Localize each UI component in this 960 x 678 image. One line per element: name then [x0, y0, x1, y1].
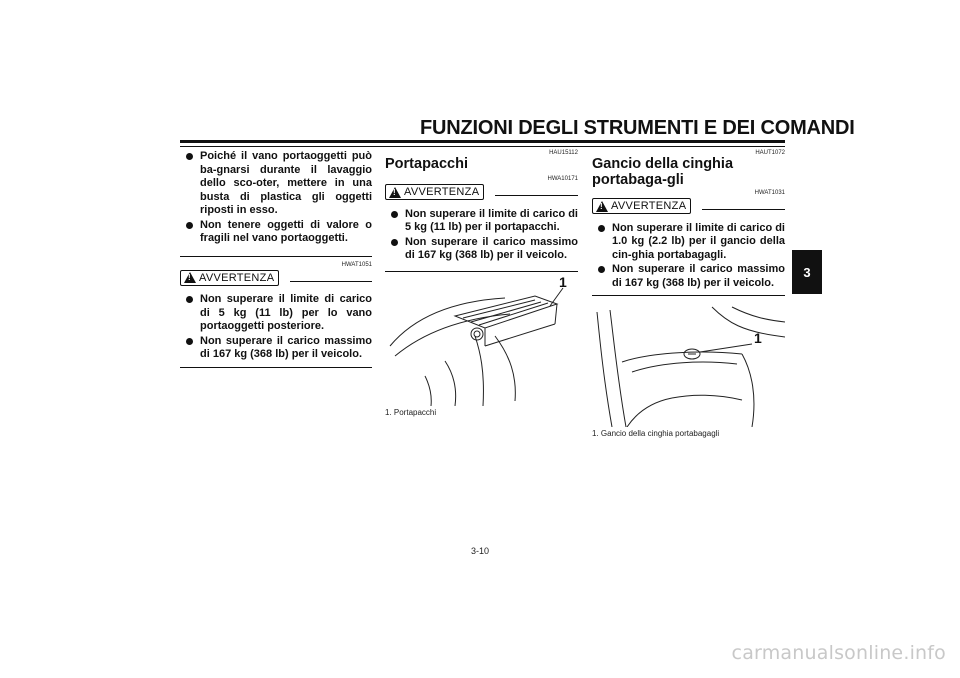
warning-block	[180, 270, 372, 289]
warning-rule	[495, 195, 578, 196]
column-1	[180, 150, 372, 368]
bullet-icon	[186, 222, 193, 229]
warning-code: HWAT1051	[341, 261, 372, 268]
warning-list	[385, 208, 578, 263]
figure-caption: 1. Gancio della cinghia portabagagli	[592, 429, 720, 438]
column-3	[592, 150, 785, 438]
figure-callout: 1	[559, 273, 567, 290]
figure-callout: 1	[754, 330, 762, 346]
warning-rule	[702, 209, 785, 210]
warning-code: HWA10171	[547, 176, 578, 182]
list-item: Non superare il carico massimo di 167 kg (368 lb) per il veicolo.	[385, 236, 578, 263]
warning-code: HWAT1031	[754, 190, 785, 196]
warning-block	[385, 184, 578, 203]
bullet-icon	[186, 338, 193, 345]
list-item: Poiché il vano portaoggetti può ba-gnarsi durante il lavaggio dello sco-oter, mettere in una busta di plastica gli oggetti riposti in esso.	[180, 150, 372, 218]
warning-block	[592, 198, 785, 217]
bullet-icon	[598, 225, 605, 232]
bullet-icon	[186, 153, 193, 160]
warning-badge: ! AVVERTENZA	[180, 270, 279, 286]
section-code: HAU15112	[549, 150, 578, 156]
warning-end-rule	[385, 271, 578, 272]
list-item: Non superare il limite di carico di 5 kg (11 lb) per il portapacchi.	[385, 208, 578, 235]
figure-gancio	[592, 302, 785, 427]
column-2	[385, 150, 578, 417]
list-item: Non superare il limite di carico di 5 kg (11 lb) per lo vano portaoggetti posteriore.	[180, 293, 372, 334]
list-item: Non superare il carico massimo di 167 kg (368 lb) per il veicolo.	[592, 263, 785, 290]
section-code: HAUT1072	[755, 150, 785, 156]
bullet-icon	[598, 266, 605, 273]
warning-list	[180, 293, 372, 362]
storage-notes-list	[180, 150, 372, 246]
list-item: Non tenere oggetti di valore o fragili nel vano portaoggetti.	[180, 219, 372, 246]
page-number: 3-10	[470, 546, 489, 556]
warning-triangle-icon	[184, 272, 196, 283]
chapter-tab[interactable]: 3	[792, 250, 822, 294]
warning-end-rule	[592, 295, 785, 296]
list-item: Non superare il limite di carico di 1.0 kg (2.2 lb) per il gancio della cin-ghia portabagagli.	[592, 222, 785, 263]
warning-triangle-icon	[389, 187, 401, 198]
figure-caption: 1. Portapacchi	[385, 407, 437, 417]
watermark: carmanualsonline.info	[731, 642, 946, 664]
luggage-rack-illustration	[385, 273, 578, 406]
warning-badge: ! AVVERTENZA	[385, 184, 484, 200]
page-title: FUNZIONI DEGLI STRUMENTI E DEI COMANDI	[420, 117, 855, 139]
warning-list	[592, 222, 785, 291]
section-title-portapacchi: Portapacchi	[385, 156, 468, 172]
section-title-gancio: Gancio della cinghia portabaga-gli	[592, 156, 734, 188]
warning-end-rule	[180, 367, 372, 368]
figure-portapacchi	[385, 273, 578, 406]
bullet-icon	[391, 211, 398, 218]
warning-badge: ! AVVERTENZA	[592, 198, 691, 214]
bullet-icon	[391, 239, 398, 246]
warning-triangle-icon	[596, 201, 608, 212]
callout-line	[700, 344, 752, 352]
list-item: Non superare il carico massimo di 167 kg (368 lb) per il veicolo.	[180, 335, 372, 362]
luggage-hook-illustration	[592, 302, 785, 427]
header-rule	[180, 140, 785, 143]
header-rule-thin	[180, 146, 785, 147]
warning-rule	[290, 281, 372, 282]
section-divider	[180, 256, 372, 257]
bullet-icon	[186, 296, 193, 303]
